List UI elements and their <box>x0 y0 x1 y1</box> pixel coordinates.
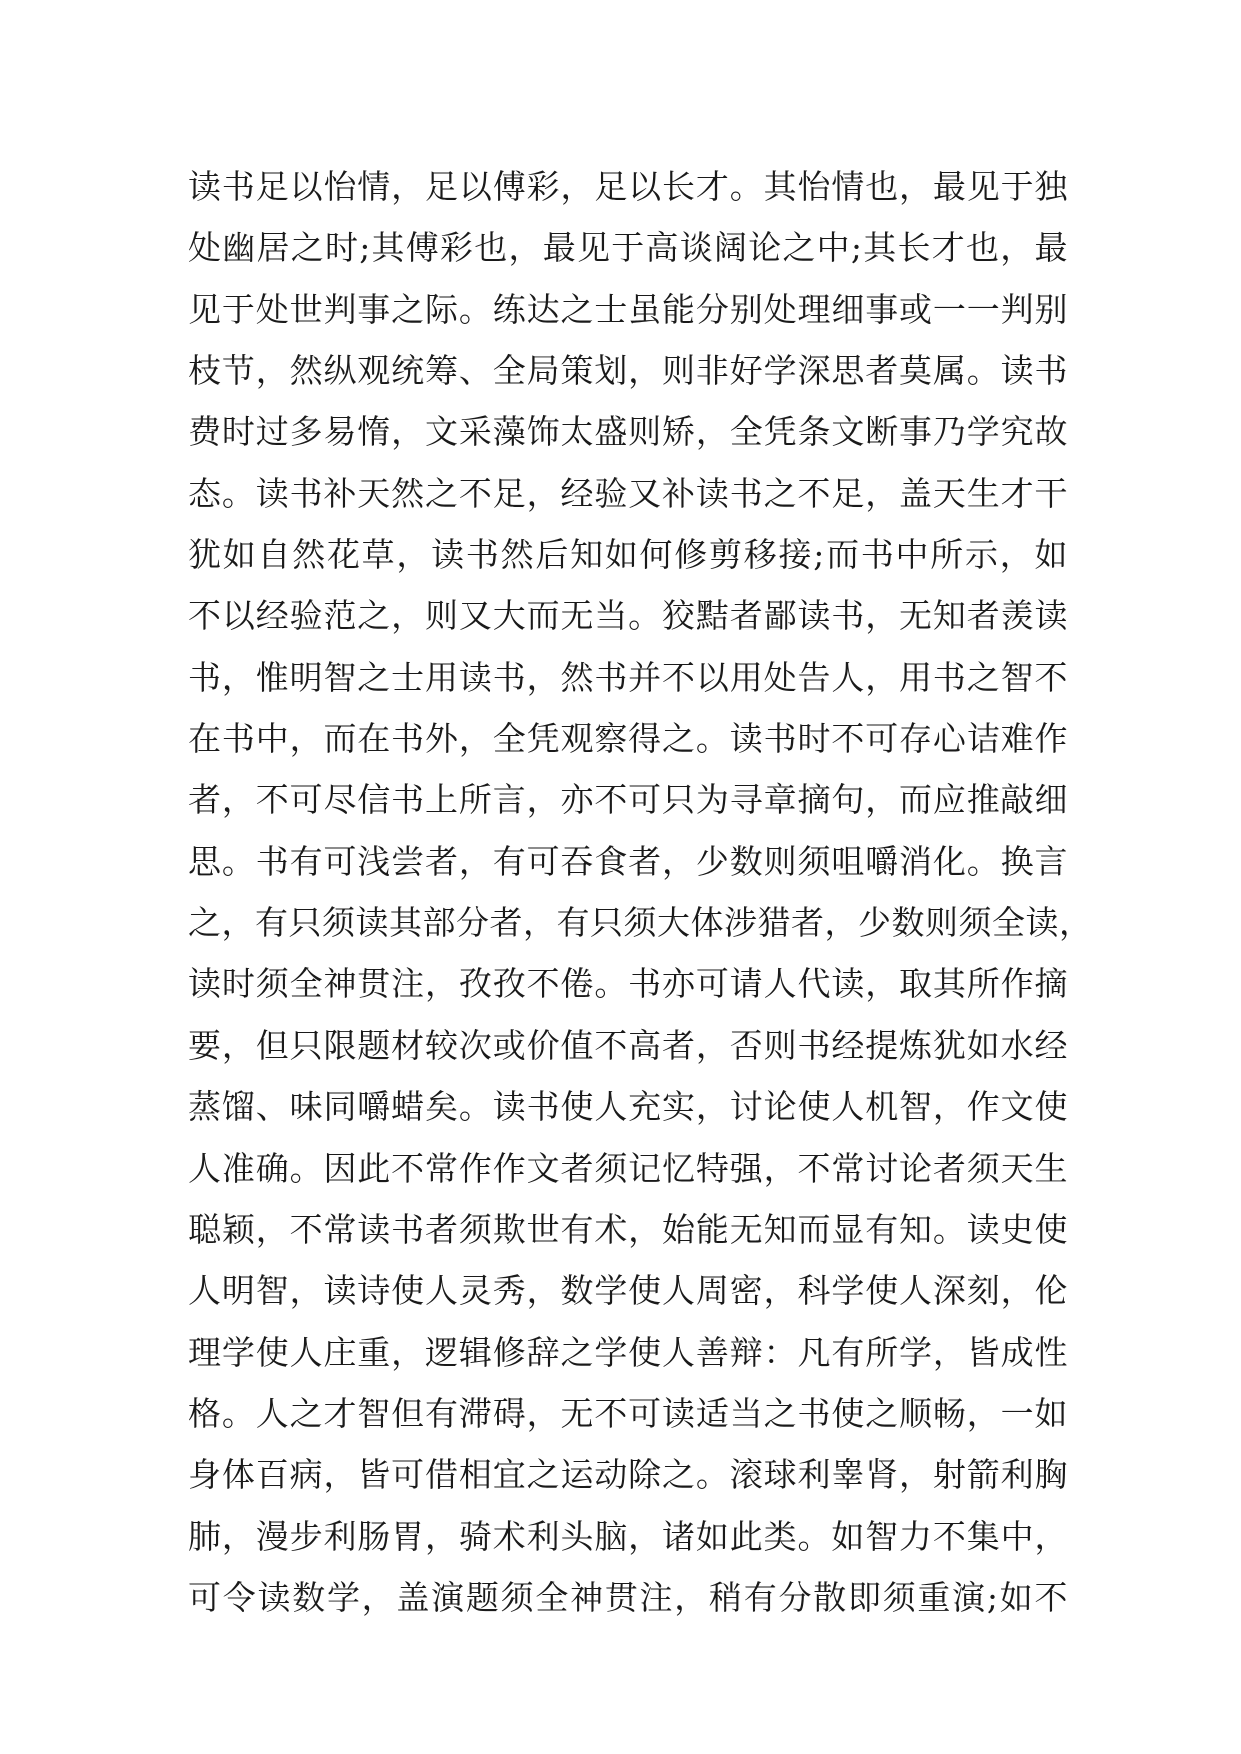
text-line: 不以经验范之，则又大而无当。狡黠者鄙读书，无知者羡读 <box>188 596 1068 636</box>
text-line: 态。读书补天然之不足，经验又补读书之不足，盖天生才干 <box>188 473 1068 513</box>
text-line: 思。书有可浅尝者，有可吞食者，少数则须咀嚼消化。换言 <box>188 841 1068 881</box>
text-line: 枝节，然纵观统筹、全局策划，则非好学深思者莫属。读书 <box>188 351 1068 391</box>
text-line: 格。人之才智但有滞碍，无不可读适当之书使之顺畅，一如 <box>188 1393 1068 1433</box>
text-line: 读书足以怡情，足以傅彩，足以长才。其怡情也，最见于独 <box>188 167 1068 206</box>
text-line: 读时须全神贯注，孜孜不倦。书亦可请人代读，取其所作摘 <box>188 964 1068 1004</box>
text-line: 要，但只限题材较次或价值不高者，否则书经提炼犹如水经 <box>188 1025 1068 1065</box>
body-text <box>188 156 1093 1628</box>
text-line: 身体百病，皆可借相宜之运动除之。滚球利睾肾，射箭利胸 <box>188 1455 1068 1495</box>
text-line: 书，惟明智之士用读书，然书并不以用处告人，用书之智不 <box>188 657 1068 697</box>
text-line: 者，不可尽信书上所言，亦不可只为寻章摘句，而应推敲细 <box>188 780 1068 820</box>
text-line: 蒸馏、味同嚼蜡矣。读书使人充实，讨论使人机智，作文使 <box>188 1087 1068 1127</box>
text-line: 处幽居之时;其傅彩也，最见于高谈阔论之中;其长才也，最 <box>188 228 1068 268</box>
text-line: 肺，漫步利肠胃，骑术利头脑，诸如此类。如智力不集中， <box>188 1516 1068 1556</box>
text-line: 理学使人庄重，逻辑修辞之学使人善辩：凡有所学，皆成性 <box>188 1332 1068 1372</box>
text-line: 聪颖，不常读书者须欺世有术，始能无知而显有知。读史使 <box>188 1209 1068 1249</box>
text-line: 可令读数学，盖演题须全神贯注，稍有分散即须重演;如不 <box>188 1577 1068 1617</box>
text-line: 犹如自然花草，读书然后知如何修剪移接;而书中所示，如 <box>188 535 1068 575</box>
text-line: 见于处世判事之际。练达之士虽能分别处理细事或一一判别 <box>188 289 1068 329</box>
text-line: 在书中，而在书外，全凭观察得之。读书时不可存心诘难作 <box>188 719 1068 759</box>
text-line: 之，有只须读其部分者，有只须大体涉猎者，少数则须全读， <box>188 903 1093 943</box>
text-line: 人准确。因此不常作作文者须记忆特强，不常讨论者须天生 <box>188 1148 1068 1188</box>
text-line: 费时过多易惰，文采藻饰太盛则矫，全凭条文断事乃学究故 <box>188 412 1068 452</box>
text-line: 人明智，读诗使人灵秀，数学使人周密，科学使人深刻，伦 <box>188 1271 1068 1311</box>
